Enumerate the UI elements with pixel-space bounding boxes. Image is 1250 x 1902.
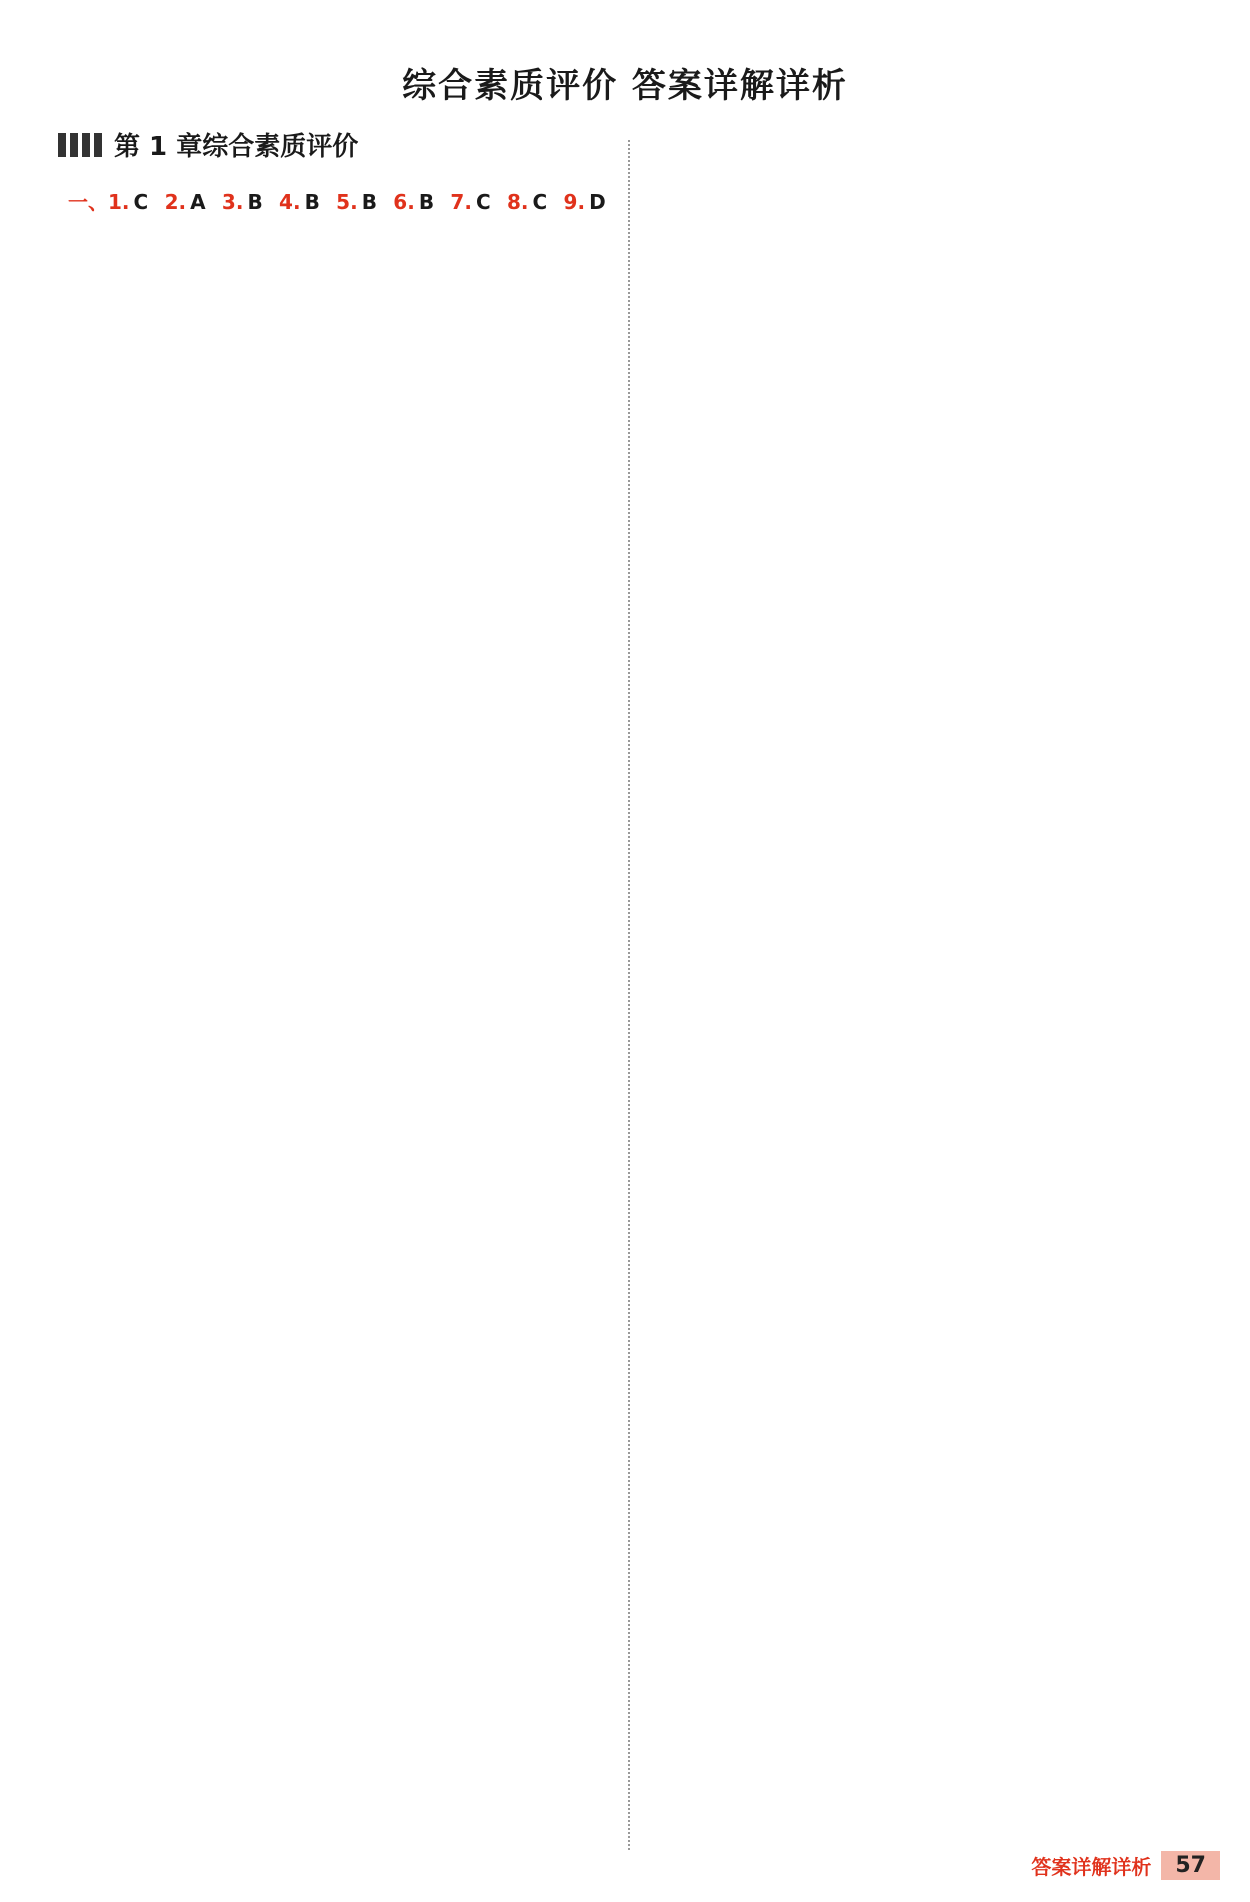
page-footer	[1031, 1851, 1220, 1880]
answer-number: 3.	[221, 190, 244, 214]
footer-label: 答案详解详析	[1031, 1855, 1152, 1879]
answer-number: 9.	[563, 190, 586, 214]
page-title: 综合素质评价 答案详解详析	[402, 66, 848, 106]
answer-number: 一、1.	[68, 190, 130, 214]
answer-number: 4.	[279, 190, 301, 214]
answer-value: D	[589, 190, 606, 214]
answer-number: 6.	[393, 190, 415, 214]
section-heading-text: 第 1 章综合素质评价	[114, 132, 359, 162]
answer-value: C	[133, 190, 149, 214]
answer-value: C	[475, 190, 491, 214]
answer-row-1	[58, 186, 606, 215]
answer-number: 7.	[450, 190, 472, 214]
heading-bars-icon	[58, 133, 102, 157]
answer-value: A	[190, 190, 206, 214]
answer-number: 8.	[506, 190, 529, 214]
answer-number: 5.	[336, 190, 358, 214]
answer-number: 2.	[164, 190, 187, 214]
section-heading	[58, 126, 358, 163]
answer-value: B	[304, 190, 320, 214]
answer-value: C	[532, 190, 548, 214]
answer-value: B	[247, 190, 263, 214]
answer-value: B	[361, 190, 377, 214]
answer-value: B	[418, 190, 435, 214]
page-number: 57	[1161, 1851, 1220, 1880]
column-divider	[628, 140, 630, 1850]
